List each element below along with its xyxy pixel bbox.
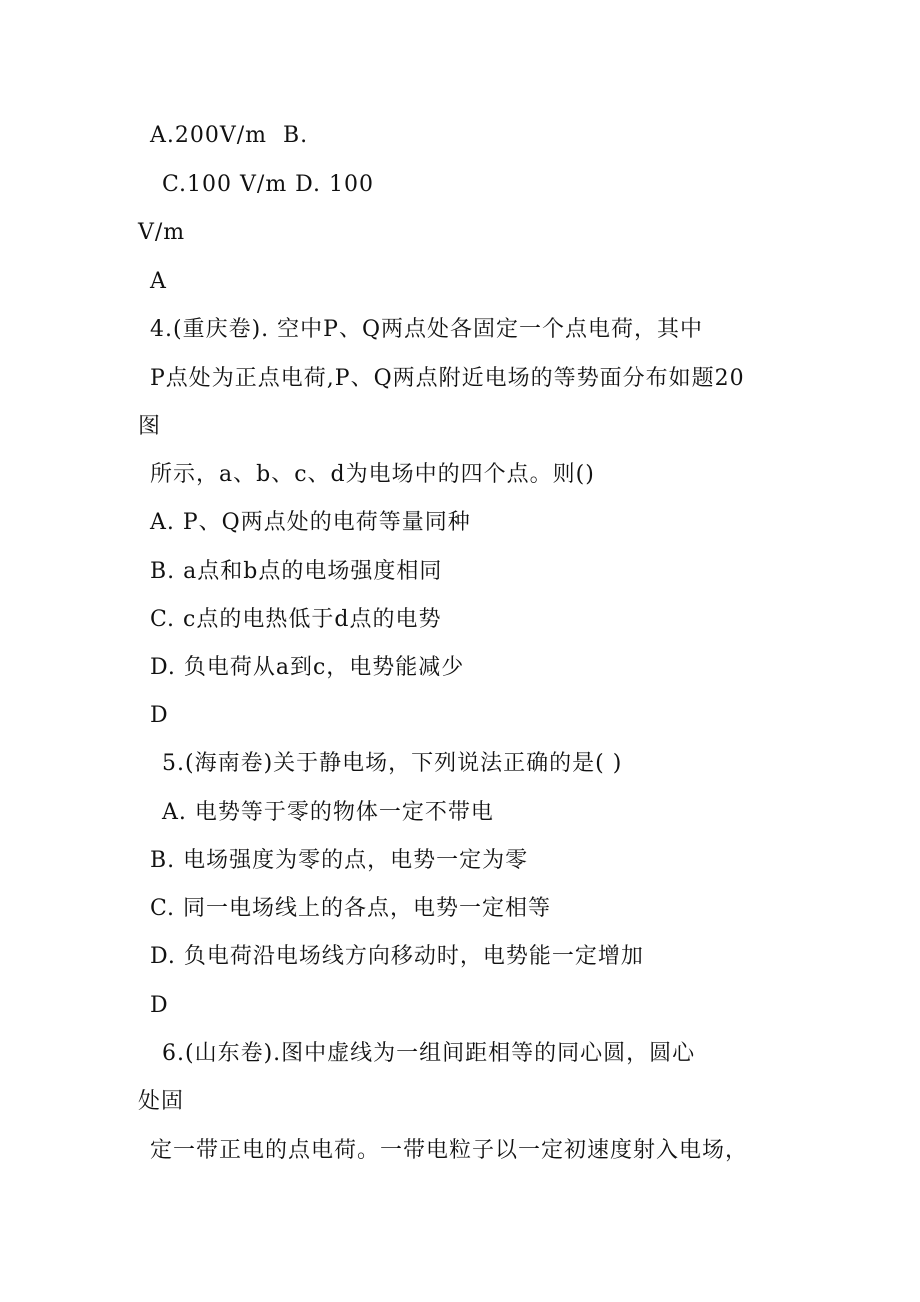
text-line: 图 [138, 414, 162, 439]
text-line: B. 电场强度为零的点，电势一定为零 [150, 848, 529, 873]
text-line: D [150, 703, 169, 728]
text-line: C.100 V/m D. 100 [162, 172, 375, 197]
text-line: A. 电势等于零的物体一定不带电 [162, 800, 494, 825]
text-line: D. 负电荷从a到c，电势能减少 [150, 655, 465, 680]
text-line: 定一带正电的点电荷。一带电粒子以一定初速度射入电场， [150, 1138, 749, 1163]
text-line: D [150, 993, 169, 1018]
text-line: P点处为正点电荷,P、Q两点附近电场的等势面分布如题20 [150, 366, 745, 391]
text-line: D. 负电荷沿电场线方向移动时，电势能一定增加 [150, 944, 644, 969]
text-line: 4.(重庆卷). 空中P、Q两点处各固定一个点电荷，其中 [150, 317, 703, 342]
text-line: C. c点的电热低于d点的电势 [150, 607, 442, 632]
text-line: 处固 [138, 1089, 185, 1114]
text-line: 5.(海南卷)关于静电场，下列说法正确的是( ) [162, 751, 623, 776]
text-line: C. 同一电场线上的各点，电势一定相等 [150, 896, 552, 921]
text-line: A.200V/m B. [150, 123, 309, 148]
text-line: A. P、Q两点处的电荷等量同种 [150, 510, 471, 535]
text-line: A [150, 269, 167, 294]
text-line: V/m [138, 220, 186, 245]
text-line: 所示，a、b、c、d为电场中的四个点。则() [150, 462, 595, 487]
text-line: 6.(山东卷).图中虚线为一组间距相等的同心圆，圆心 [162, 1041, 696, 1066]
text-line: B. a点和b点的电场强度相同 [150, 559, 443, 584]
